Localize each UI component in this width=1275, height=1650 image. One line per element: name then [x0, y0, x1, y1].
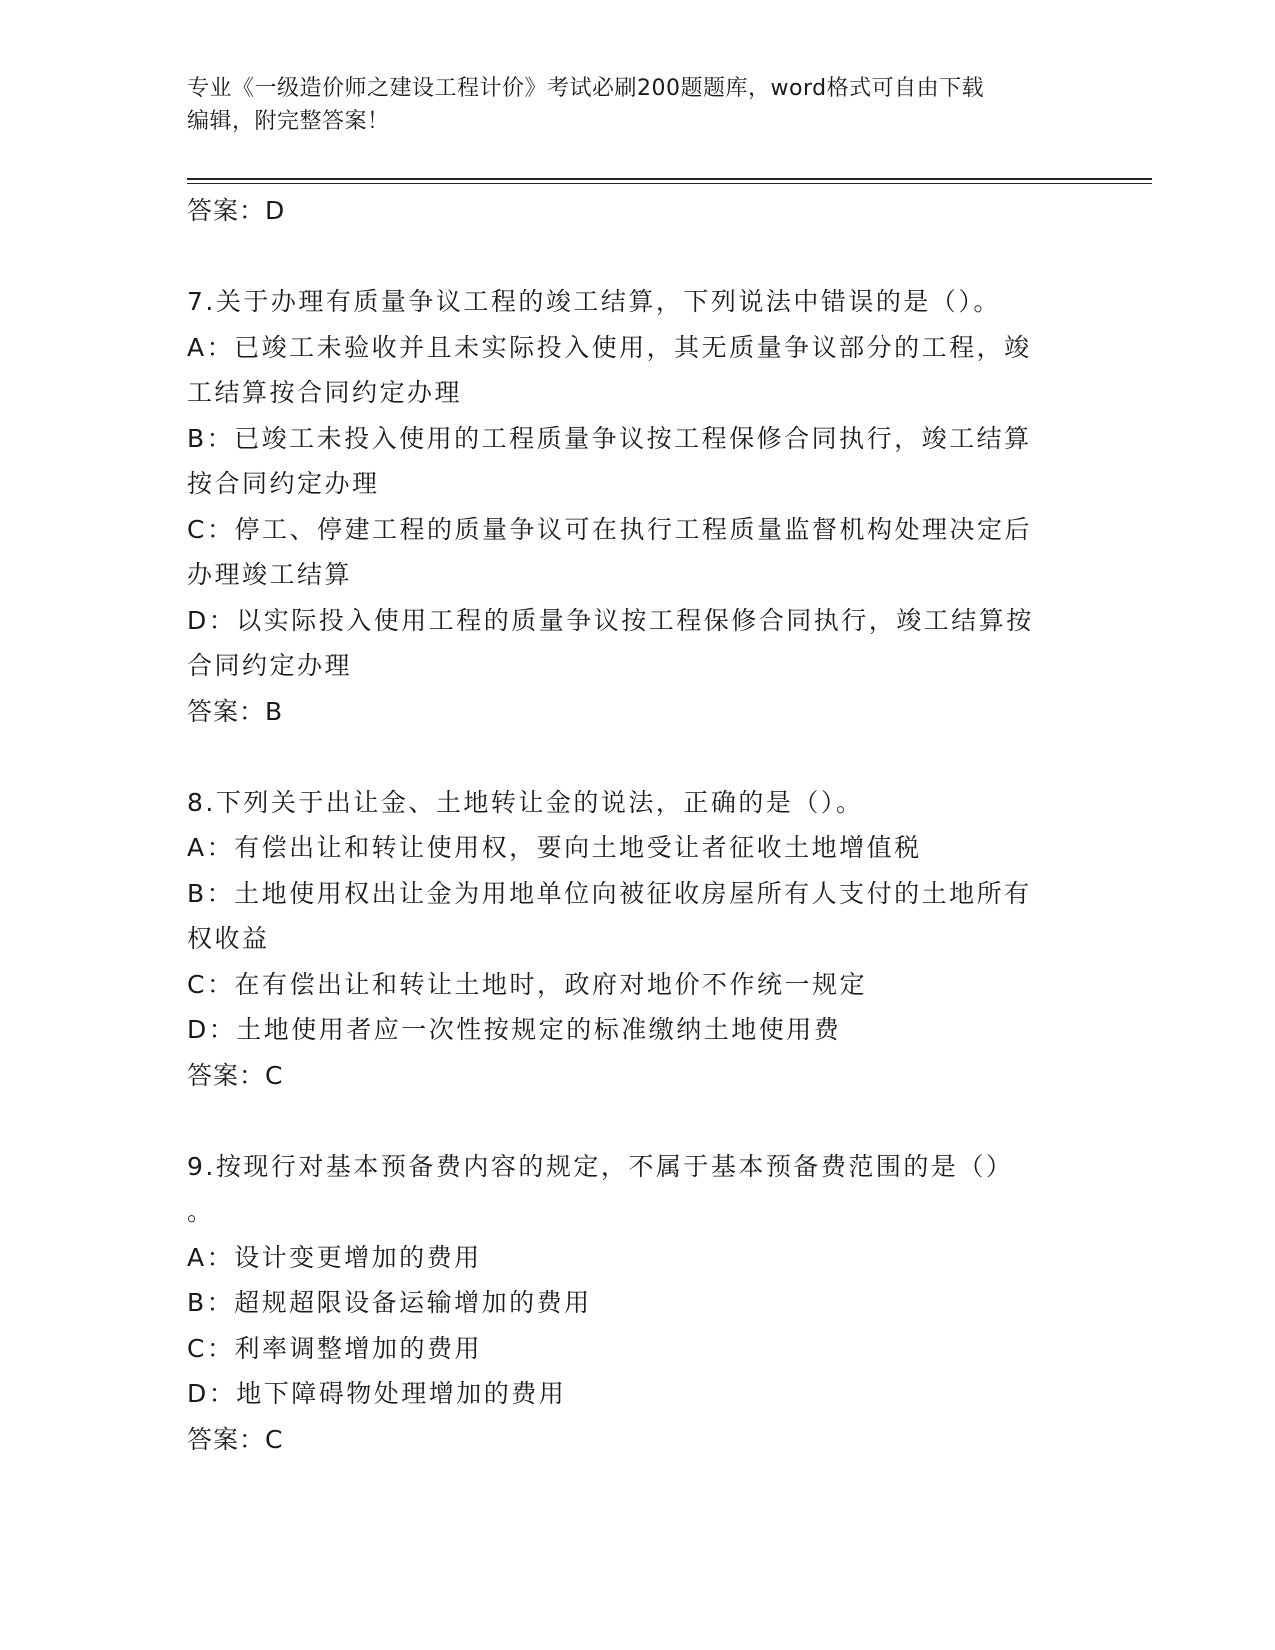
header-divider-thick	[187, 178, 1152, 180]
question-text-line: 工结算按合同约定办理	[187, 378, 463, 407]
question-text-line: C：利率调整增加的费用	[187, 1333, 482, 1363]
question-text-line: 权收益	[187, 924, 270, 953]
question-text-line: A：有偿出让和转让使用权，要向土地受让者征收土地增值税	[187, 833, 922, 862]
question-text-line: D：地下障碍物处理增加的费用	[187, 1379, 567, 1408]
question-text-line: B：超规超限设备运输增加的费用	[187, 1288, 592, 1317]
question-text-line: A：已竣工未验收并且未实际投入使用，其无质量争议部分的工程，竣	[187, 332, 1032, 362]
question-text-line: 9.按现行对基本预备费内容的规定，不属于基本预备费范围的是（）	[187, 1151, 1014, 1181]
question-text-line: 8.下列关于出让金、土地转让金的说法，正确的是（）。	[187, 787, 864, 817]
question-text-line: C：在有偿出让和转让土地时，政府对地价不作统一规定	[187, 969, 867, 999]
header-line-1: 专业《一级造价师之建设工程计价》考试必刷200题题库，word格式可自由下载	[187, 76, 985, 101]
question-text-line: D：土地使用者应一次性按规定的标准缴纳土地使用费	[187, 1015, 842, 1044]
header-divider-thin	[187, 183, 1152, 184]
question-text-line: D：以实际投入使用工程的质量争议按工程保修合同执行，竣工结算按	[187, 605, 1034, 635]
question-text-line: C：停工、停建工程的质量争议可在执行工程质量监督机构处理决定后	[187, 514, 1032, 544]
answer-line: 答案：C	[187, 1060, 284, 1090]
question-text-line: A：设计变更增加的费用	[187, 1242, 482, 1272]
question-text-line: B：已竣工未投入使用的工程质量争议按工程保修合同执行，竣工结算	[187, 423, 1032, 453]
question-text-line: B：土地使用权出让金为用地单位向被征收房屋所有人支付的土地所有	[187, 878, 1032, 908]
answer-line: 答案：B	[187, 696, 284, 726]
question-text-line: 办理竣工结算	[187, 560, 353, 589]
question-content	[187, 188, 1087, 1462]
answer-line: 答案：D	[187, 196, 286, 225]
question-text-line: 按合同约定办理	[187, 469, 380, 498]
block-gap	[187, 1098, 1087, 1144]
block-gap	[187, 234, 1087, 280]
page-header	[187, 72, 1087, 138]
block-gap	[187, 734, 1087, 780]
question-text-line: 合同约定办理	[187, 651, 353, 680]
header-line-2: 编辑，附完整答案！	[187, 109, 390, 134]
answer-line: 答案：C	[187, 1424, 284, 1454]
question-text-line: 。	[187, 1197, 215, 1226]
question-text-line: 7.关于办理有质量争议工程的竣工结算，下列说法中错误的是（）。	[187, 287, 1001, 316]
